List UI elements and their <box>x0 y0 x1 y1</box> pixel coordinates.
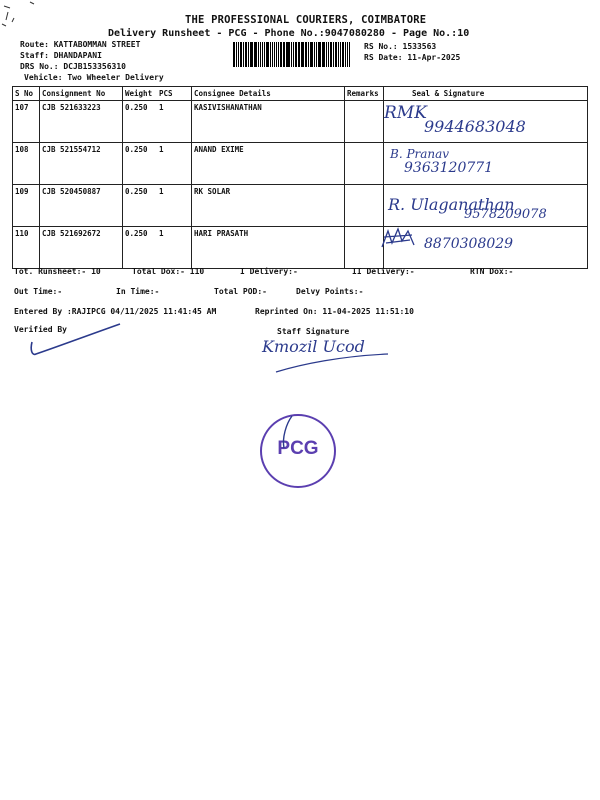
barcode-bar <box>278 42 279 67</box>
col-seal-signature: Seal & Signature <box>384 87 588 101</box>
company-title: THE PROFESSIONAL COURIERS, COIMBATORE <box>185 14 427 26</box>
row-consignment-no: CJB 521554712 <box>40 143 123 185</box>
barcode-bar <box>291 42 292 67</box>
barcode-bar <box>272 42 273 67</box>
col-weight: Weight <box>123 87 158 101</box>
staff-signature-underline <box>272 352 392 376</box>
barcode-bar <box>280 42 282 67</box>
route-label: Route: KATTABOMMAN STREET <box>20 40 141 49</box>
barcode-bar <box>251 42 253 67</box>
verified-by-label: Verified By <box>14 325 67 334</box>
total-pod: Total POD:- <box>214 287 267 296</box>
row-pcs: 1 <box>157 185 192 227</box>
signature-row-109: R. Ulaganathan <box>388 195 515 214</box>
scan-specks <box>0 0 50 40</box>
col-remarks: Remarks <box>345 87 384 101</box>
barcode-bar <box>258 42 259 67</box>
staff-signature: Kmozil Ucod <box>262 337 365 356</box>
row-weight: 0.250 <box>123 143 158 185</box>
barcode-bar <box>283 42 285 67</box>
barcode-bar <box>323 42 325 67</box>
ii-delivery: II Delivery:- <box>352 267 415 276</box>
barcode-bar <box>238 42 239 67</box>
barcode-bar <box>233 42 235 67</box>
barcode-bar <box>340 42 341 67</box>
barcode-bar <box>326 42 327 67</box>
barcode-bar <box>316 42 317 67</box>
drs-barcode <box>233 42 351 67</box>
row-consignee: RK SOLAR <box>192 185 345 227</box>
barcode-bar <box>276 42 277 67</box>
staff-label: Staff: DHANDAPANI <box>20 51 102 60</box>
rs-number: RS No.: 1533563 <box>364 42 437 51</box>
drs-label: DRS No.: DCJB153356310 <box>20 62 126 71</box>
row-consignment-no: CJB 521692672 <box>40 227 123 269</box>
barcode-bar <box>311 42 313 67</box>
row-remarks <box>345 185 384 227</box>
col-consignment: Consignment No <box>40 87 123 101</box>
stamp-text: PCG <box>277 438 319 459</box>
barcode-bar <box>338 42 339 67</box>
row-weight: 0.250 <box>123 227 158 269</box>
total-dox: Total Dox:- 110 <box>132 267 205 276</box>
row-consignee: KASIVISHANATHAN <box>192 101 345 143</box>
runsheet-subtitle: Delivery Runsheet - PCG - Phone No.:9047080280 - Page No.:10 <box>108 28 470 39</box>
barcode-bar <box>248 42 249 67</box>
barcode-bar <box>310 42 311 67</box>
row-pcs: 1 <box>157 227 192 269</box>
barcode-bar <box>349 42 350 67</box>
signature-row-108: B. Pranav <box>390 147 450 161</box>
barcode-bar <box>293 42 294 67</box>
row-remarks <box>345 101 384 143</box>
barcode-bar <box>266 42 269 67</box>
row-consignee: HARI PRASATH <box>192 227 345 269</box>
stamp-signature-mark <box>272 410 312 450</box>
row-weight: 0.250 <box>123 101 158 143</box>
barcode-bar <box>254 42 257 67</box>
delvy-points: Delvy Points:- <box>296 287 364 296</box>
signature-row-107: RMK <box>384 103 427 123</box>
barcode-bar <box>345 42 346 67</box>
barcode-bar <box>243 42 244 67</box>
row-remarks <box>345 143 384 185</box>
table-header-row <box>13 87 588 101</box>
in-time: In Time:- <box>116 287 160 296</box>
barcode-bar <box>236 42 237 67</box>
barcode-bar <box>318 42 321 67</box>
row-consignment-no: CJB 520450887 <box>40 185 123 227</box>
row-consignee: ANAND EXIME <box>192 143 345 185</box>
table-row <box>13 143 588 185</box>
scribble-signature-row-110 <box>378 225 418 253</box>
barcode-bar <box>262 42 264 67</box>
col-sno: S No <box>13 87 40 101</box>
row-sno: 110 <box>13 227 40 269</box>
tot-runsheet: Tot. Runsheet:- 10 <box>14 267 101 276</box>
barcode-bar <box>330 42 332 67</box>
barcode-bar <box>286 42 287 67</box>
reprinted-on: Reprinted On: 11-04-2025 11:51:10 <box>255 307 414 316</box>
barcode-bar <box>295 42 297 67</box>
barcode-bar <box>335 42 338 67</box>
barcode-bar <box>274 42 276 67</box>
vehicle-label: Vehicle: Two Wheeler Delivery <box>24 73 164 82</box>
barcode-bar <box>245 42 247 67</box>
row-pcs: 1 <box>157 101 192 143</box>
barcode-bar <box>301 42 304 67</box>
barcode-bar <box>264 42 265 67</box>
barcode-bar <box>270 42 271 67</box>
barcode-bar <box>328 42 329 67</box>
barcode-bar <box>298 42 299 67</box>
verified-signature-mark <box>24 320 124 360</box>
rs-date: RS Date: 11-Apr-2025 <box>364 53 461 62</box>
barcode-bar <box>314 42 315 67</box>
barcode-bar <box>240 42 243 67</box>
entered-by: Entered By :RAJIPCG 04/11/2025 11:41:45 AM <box>14 307 217 316</box>
phone-row-110: 8870308029 <box>424 236 514 252</box>
col-pcs: PCS <box>157 87 192 101</box>
row-sno: 109 <box>13 185 40 227</box>
i-delivery: I Delivery:- <box>240 267 298 276</box>
barcode-bar <box>342 42 344 67</box>
col-consignee: Consignee Details <box>192 87 345 101</box>
barcode-bar <box>333 42 334 67</box>
row-weight: 0.250 <box>123 185 158 227</box>
rtn-dox: RTN Dox:- <box>470 267 514 276</box>
phone-row-108: 9363120771 <box>404 160 494 176</box>
barcode-bar <box>260 42 261 67</box>
row-pcs: 1 <box>157 143 192 185</box>
barcode-bar <box>287 42 290 67</box>
barcode-bar <box>308 42 309 67</box>
barcode-bar <box>322 42 323 67</box>
barcode-bar <box>250 42 251 67</box>
barcode-bar <box>299 42 300 67</box>
barcode-bar <box>347 42 349 67</box>
barcode-bar <box>305 42 307 67</box>
staff-signature-label: Staff Signature <box>277 327 350 336</box>
row-sno: 107 <box>13 101 40 143</box>
row-sno: 108 <box>13 143 40 185</box>
phone-row-109: 9578209078 <box>464 207 547 222</box>
row-consignment-no: CJB 521633223 <box>40 101 123 143</box>
out-time: Out Time:- <box>14 287 63 296</box>
phone-row-107: 9944683048 <box>424 117 526 136</box>
